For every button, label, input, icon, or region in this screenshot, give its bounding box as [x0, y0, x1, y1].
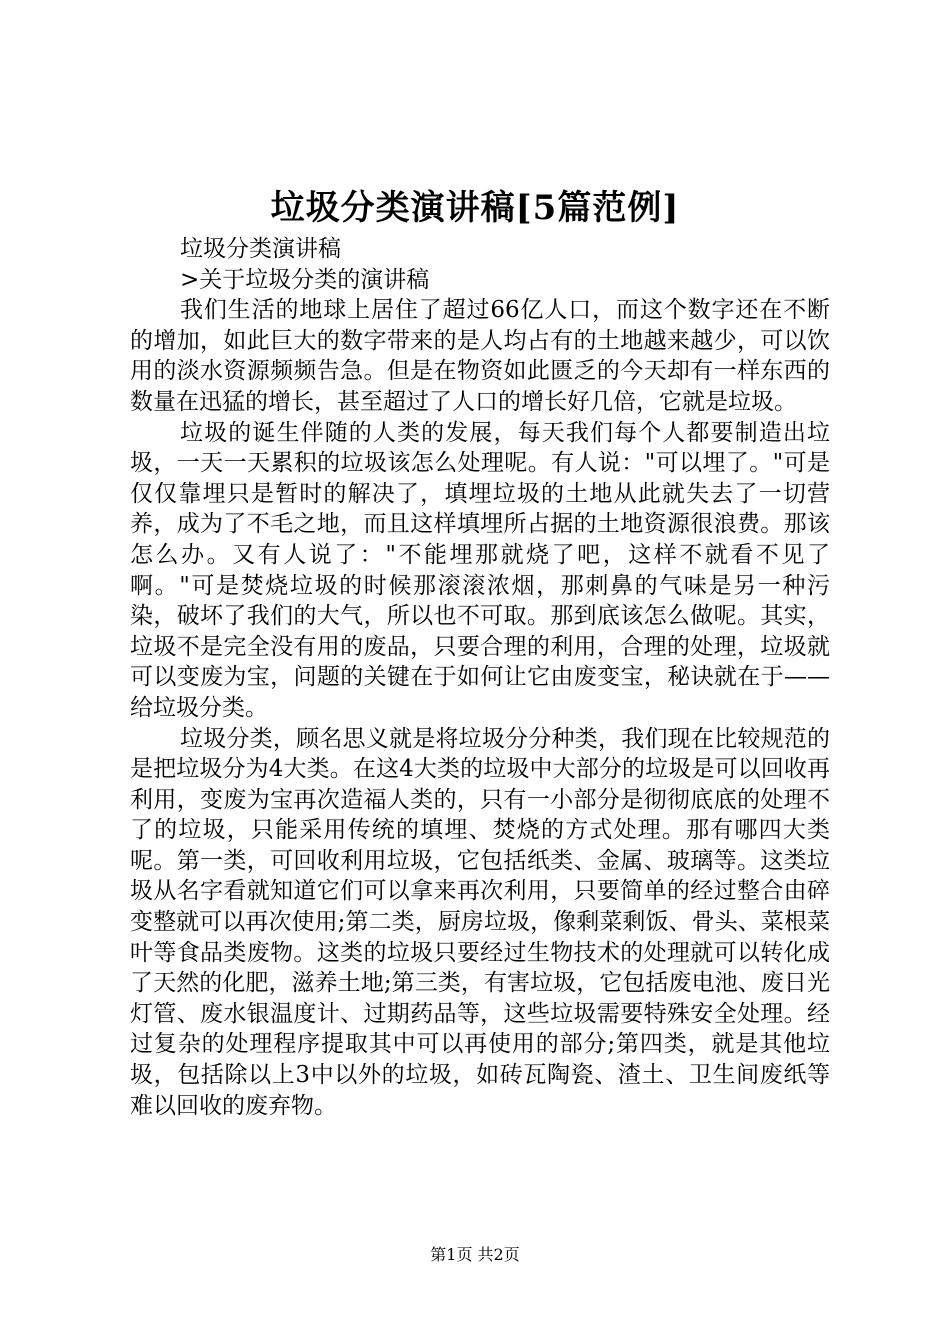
paragraph-disposal: 垃圾的诞生伴随的人类的发展，每天我们每个人都要制造出垃圾，一天一天累积的垃圾该怎么处理呢。有人说："可以埋了。"可是仅仅靠埋只是暂时的解决了，填埋垃圾的土地从此就失去了一切营养，成为了不毛之地，而且这样填埋所占据的土地资源很浪费。那该怎么办。又有人说了："不能埋那就烧了吧，这样不就看不见了啊。"可是焚烧垃圾的时候那滚滚浓烟，那刺鼻的气味是另一种污染，破坏了我们的大气，所以也不可取。那到底该怎么做呢。其实，垃圾不是完全没有用的废品，只要合理的利用，合理的处理，垃圾就可以变废为宝，问题的关键在于如何让它由废变宝，秘诀就在于——给垃圾分类。 [130, 419, 830, 721]
document-title: 垃圾分类演讲稿[5篇范例] [270, 188, 680, 228]
paragraph-heading: 垃圾分类演讲稿 [180, 236, 341, 262]
page-number: 第1页 共2页 [430, 1245, 520, 1264]
paragraph-intro: 我们生活的地球上居住了超过66亿人口，而这个数字还在不断的增加，如此巨大的数字带来的是人均占有的土地越来越少，可以饮用的淡水资源频频告急。但是在物资如此匮乏的今天却有一样东西的数量在迅猛的增长，甚至超过了人口的增长好几倍，它就是垃圾。 [130, 297, 830, 415]
paragraph-subheading: >关于垃圾分类的演讲稿 [180, 266, 430, 293]
document-body [130, 234, 830, 1121]
paragraph-classification: 垃圾分类，顾名思义就是将垃圾分分种类，我们现在比较规范的是把垃圾分为4大类。在这4大类的垃圾中大部分的垃圾是可以回收再利用，变废为宝再次造福人类的，只有一小部分是彻彻底底的处理不了的垃圾，只能采用传统的填埋、焚烧的方式处理。那有哪四大类呢。第一类，可回收利用垃圾，它包括纸类、金属、玻璃等。这类垃圾从名字看就知道它们可以拿来再次利用，只要简单的经过整合由碎变整就可以再次使用;第二类，厨房垃圾，像剩菜剩饭、骨头、菜根菜叶等食品类废物。这类的垃圾只要经过生物技术的处理就可以转化成了天然的化肥，滋养土地;第三类，有害垃圾，它包括废电池、废日光灯管、废水银温度计、过期药品等，这些垃圾需要特殊安全处理。经过复杂的处理程序提取其中可以再使用的部分;第四类，就是其他垃圾，包括除以上3中以外的垃圾，如砖瓦陶瓷、渣土、卫生间废纸等难以回收的废弃物。 [130, 725, 830, 1119]
